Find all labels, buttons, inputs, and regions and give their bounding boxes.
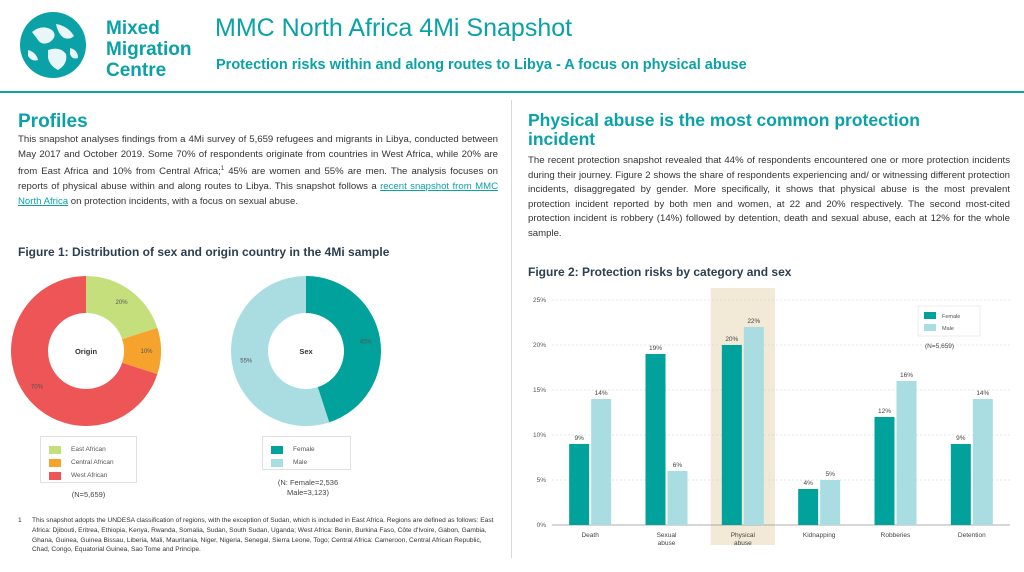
- x-tick-label: abuse: [733, 540, 752, 547]
- legend-label: Male: [942, 326, 954, 332]
- slice-label: 20%: [115, 300, 128, 307]
- footnote-number: 1: [18, 517, 22, 524]
- legend-swatch: [49, 446, 61, 454]
- origin-legend: [40, 436, 137, 483]
- physical-abuse-paragraph: The recent protection snapshot revealed that 44% of respondents encountered one or more protection incidents during their journey. Figure 2 shows the share of respondents experiencing and/ or witnessing different protection incidents, disaggregated by gender. More specifically, it shows that physical abuse is the most prevalent protection incident reported by both men and women, at 22 and 20% respectively. The second most-cited protection incident is robbery (14%) followed by detention, death and sexual abuse, each at 12% for the whole sample.: [528, 155, 1010, 239]
- legend-item-female: [271, 443, 342, 456]
- legend-swatch: [49, 472, 61, 480]
- profiles-heading: Profiles: [18, 111, 88, 132]
- logo-line1: Mixed: [106, 18, 160, 39]
- bar-male-2: [744, 327, 764, 525]
- bar-female-0: [569, 444, 589, 525]
- data-label: 19%: [648, 345, 663, 352]
- figure2-title: Figure 2: Protection risks by category and sex: [528, 265, 792, 279]
- donut-center-label: Origin: [74, 347, 98, 356]
- bar-male-3: [820, 480, 840, 525]
- bar-female-3: [798, 489, 818, 525]
- mmc-logo: [18, 10, 208, 80]
- data-label: 4%: [803, 480, 813, 487]
- page-subtitle: Protection risks within and along routes to Libya - A focus on physical abuse: [216, 57, 747, 73]
- logo-text: [106, 18, 192, 81]
- footnote-ref: 1: [220, 166, 225, 173]
- legend-label: West African: [71, 472, 108, 479]
- legend-swatch: [924, 312, 936, 319]
- bar-male-5: [973, 399, 993, 525]
- data-label: 5%: [825, 471, 835, 478]
- legend-label: Central African: [71, 459, 114, 466]
- footnote: [18, 516, 498, 555]
- slice-label: 70%: [31, 384, 44, 391]
- legend-label: Male: [293, 459, 308, 466]
- legend-swatch: [271, 446, 283, 454]
- x-tick-label: Sexual: [656, 532, 677, 539]
- y-tick-label: 0%: [536, 522, 546, 529]
- y-tick-label: 5%: [536, 477, 546, 484]
- origin-sample-note: (N=5,659): [71, 490, 106, 499]
- profiles-text-b: 45% are women and 55% are men. The analysis focuses on reports of physical abuse within and along routes to Libya. This snapshot follows a: [18, 166, 498, 192]
- sex-sample-note: [258, 478, 358, 498]
- bar-sample-note: (N=5,659): [925, 343, 955, 350]
- y-tick-label: 15%: [532, 387, 546, 394]
- data-label: 9%: [956, 435, 966, 442]
- bar-male-1: [668, 471, 688, 525]
- x-tick-label: Robberies: [880, 532, 911, 539]
- x-tick-label: abuse: [657, 540, 676, 547]
- bar-legend: [918, 306, 980, 336]
- globe-icon: [18, 10, 88, 80]
- column-divider: [511, 100, 512, 558]
- bar-female-4: [875, 417, 895, 525]
- slice-label: 55%: [240, 358, 253, 365]
- sex-note-line2: Male=3,123): [287, 488, 329, 497]
- data-label: 12%: [877, 408, 892, 415]
- legend-item-male: [271, 456, 342, 469]
- profiles-paragraph: [18, 133, 498, 209]
- donut-center-label: Sex: [299, 347, 313, 356]
- physical-abuse-heading: [528, 111, 998, 149]
- bar-female-5: [951, 444, 971, 525]
- logo-line3: Centre: [106, 60, 167, 81]
- x-tick-label: Death: [581, 532, 599, 539]
- data-label: 16%: [899, 372, 914, 379]
- bar-male-4: [897, 381, 917, 525]
- x-tick-label: Kidnapping: [802, 532, 836, 539]
- legend-swatch: [924, 324, 936, 331]
- data-label: 14%: [594, 390, 608, 397]
- sex-legend: [262, 436, 351, 470]
- y-tick-label: 20%: [532, 342, 546, 349]
- highlight-band: [711, 288, 775, 545]
- protection-risks-bar-chart: [520, 288, 1020, 550]
- page-title: MMC North Africa 4Mi Snapshot: [215, 14, 573, 42]
- legend-swatch: [49, 459, 61, 467]
- x-tick-label: Detention: [957, 532, 986, 539]
- data-label: 9%: [574, 435, 584, 442]
- y-tick-label: 25%: [532, 297, 546, 304]
- slice-label: 45%: [359, 339, 372, 346]
- legend-label: East African: [71, 446, 106, 453]
- bar-female-1: [646, 354, 666, 525]
- bar-female-2: [722, 345, 742, 525]
- origin-donut-chart: [11, 276, 161, 426]
- sex-note-line1: (N: Female=2,536: [277, 478, 339, 487]
- legend-item-central-african: [49, 456, 128, 469]
- legend-swatch: [271, 459, 283, 467]
- footnote-text: This snapshot adopts the UNDESA classification of regions, with the exception of Sudan, which is included in East Africa. Regions are defined as follows: East Africa: Djibouti, Eritrea, Ethiopia, Kenya, Rwanda, Somalia, Sudan, South Sudan, Uganda; West Africa: Benin, Burkina Faso, Côte d'Ivoire, Gabon, Gambia, Ghana, Guinea, Guinea Bissau, Liberia, Mali, Mauritania, Niger, Nigeria, Senegal, Sierra Leone, Togo; Central Africa: Cameroon, Central African Republic, Chad, Congo, Equatorial Guinea, Sao Tome and Principe.: [32, 517, 494, 554]
- legend-label: Female: [942, 314, 961, 320]
- data-label: 22%: [747, 318, 761, 325]
- data-label: 6%: [672, 462, 683, 469]
- profiles-text-a: This snapshot analyses findings from a 4Mi survey of 5,659 refugees and migrants in Libya, conducted between May 2017 and October 2019. Some 70% of respondents originate from countries in West Africa, while 20% are from East Africa and 10% from Central Africa;: [18, 134, 498, 178]
- heading-line1: Physical abuse is the most common protection: [528, 110, 920, 130]
- profiles-text-c: on protection incidents, with a focus on sexual abuse.: [68, 195, 298, 207]
- figure1-title: Figure 1: Distribution of sex and origin country in the 4Mi sample: [18, 245, 390, 259]
- x-tick-label: Physical: [730, 532, 755, 539]
- data-label: 20%: [725, 336, 739, 343]
- legend-label: Female: [293, 446, 315, 453]
- donut-slice-east-african: [86, 276, 157, 339]
- legend-item-east-african: [49, 443, 128, 456]
- logo-line2: Migration: [106, 39, 192, 60]
- data-label: 14%: [976, 390, 990, 397]
- recent-snapshot-link[interactable]: recent snapshot from MMC North Africa: [18, 180, 498, 207]
- bar-male-0: [591, 399, 611, 525]
- sex-donut-chart: [231, 276, 381, 426]
- heading-line2: incident: [528, 129, 596, 149]
- header-divider: [0, 91, 1024, 93]
- legend-item-west-african: [49, 469, 128, 482]
- y-tick-label: 10%: [532, 432, 546, 439]
- slice-label: 10%: [140, 349, 153, 355]
